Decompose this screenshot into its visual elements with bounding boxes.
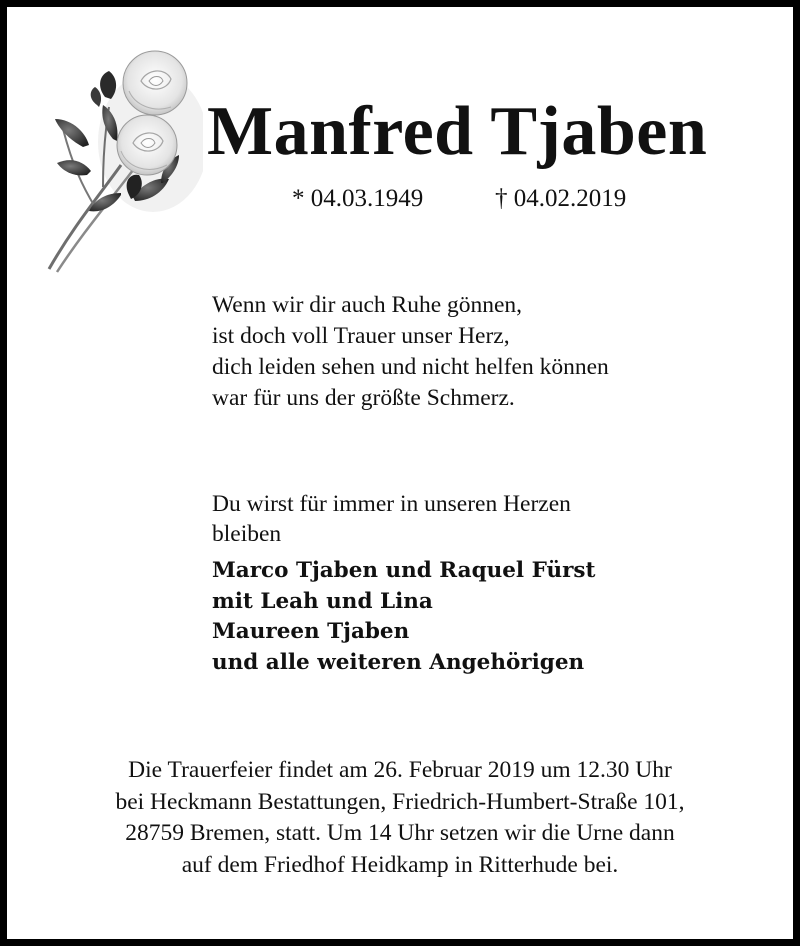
poem-line: ist doch voll Trauer unser Herz, — [212, 323, 510, 349]
notice-line: bei Heckmann Bestattungen, Friedrich-Humbert-Straße 101, — [115, 788, 685, 815]
death-date: † 04.02.2019 — [495, 185, 627, 212]
birth-date: * 04.03.1949 — [292, 185, 424, 212]
remembrance-line: bleiben — [212, 521, 282, 547]
poem-line: Wenn wir dir auch Ruhe gönnen, — [212, 292, 523, 318]
mourner-line: und alle weiteren Angehörigen — [212, 649, 585, 675]
notice-line: 28759 Bremen, statt. Um 14 Uhr setzen wir die Urne dann — [125, 820, 675, 846]
poem-line: dich leiden sehen und nicht helfen können — [212, 354, 609, 380]
mourner-line: Marco Tjaben und Raquel Fürst — [212, 558, 596, 583]
memorial-poem — [212, 290, 692, 414]
mourner-line: Maureen Tjaben — [212, 619, 410, 644]
notice-line: Die Trauerfeier findet am 26. Februar 2019 um 12.30 Uhr — [128, 757, 672, 783]
rose-icon — [43, 47, 203, 277]
funeral-notice — [47, 755, 753, 881]
mourners-list — [212, 556, 692, 678]
mourner-line: mit Leah und Lina — [212, 588, 433, 614]
remembrance-line: Du wirst für immer in unseren Herzen — [212, 491, 571, 517]
poem-line: war für uns der größte Schmerz. — [212, 385, 515, 411]
notice-line: auf dem Friedhof Heidkamp in Ritterhude bei. — [181, 851, 619, 878]
remembrance-text — [212, 489, 692, 549]
deceased-name: Manfred Tjaben — [207, 93, 708, 170]
